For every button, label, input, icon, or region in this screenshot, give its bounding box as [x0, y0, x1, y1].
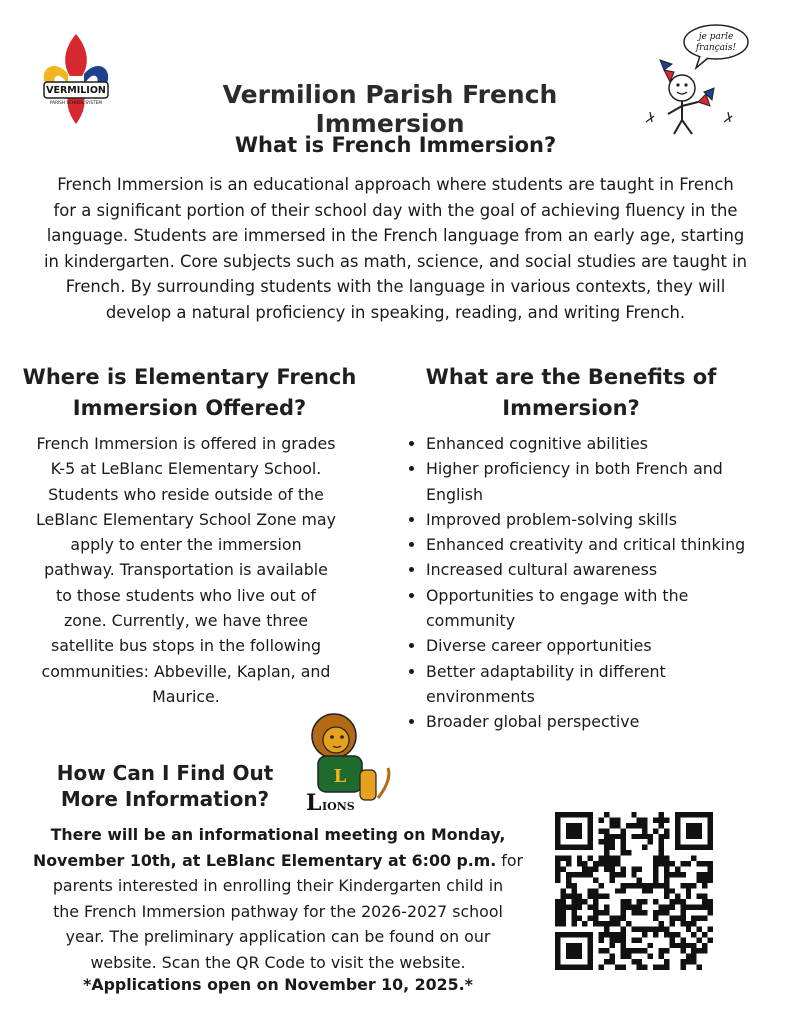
benefit-item: • Increased cultural awareness [426, 557, 779, 582]
meeting-line: for [496, 850, 523, 870]
meeting-bold-line: There will be an informational meeting on Monday, [50, 825, 506, 844]
applications-notice: *Applications open on November 10, 2025.* [83, 975, 473, 994]
benefit-item: • Broader global perspective [426, 709, 779, 734]
speech-line-2: français! [695, 43, 737, 53]
meeting-paragraph [18, 822, 538, 975]
where-line: LeBlanc Elementary School Zone may [36, 509, 336, 529]
heading-line: Immersion Offered? [72, 396, 307, 420]
heading-line: What are the Benefits of [425, 365, 717, 389]
where-line: satellite bus stops in the following [51, 636, 321, 656]
intro-line: in kindergarten. Core subjects such as math, science, and social studies are taught in [43, 251, 748, 271]
logo-name: VERMILION [46, 85, 106, 96]
meeting-line: parents interested in enrolling their Kindergarten child in [52, 876, 504, 895]
where-line: K-5 at LeBlanc Elementary School. [50, 459, 322, 479]
meeting-line: website. Scan the QR Code to visit the website. [90, 952, 466, 972]
heading-line: Immersion? [502, 396, 640, 420]
logo-sub: PARISH SCHOOL SYSTEM [49, 100, 103, 105]
qr-finder-pattern [555, 932, 593, 970]
section-heading-more-info [25, 760, 305, 812]
intro-paragraph [30, 172, 761, 325]
benefits-list [404, 431, 779, 735]
benefit-item: • Diverse career opportunities [426, 633, 779, 658]
where-line: French Immersion is offered in grades [36, 434, 336, 453]
where-paragraph [12, 431, 360, 709]
benefit-item: • Opportunities to engage with the community [426, 583, 779, 634]
je-parle-francais-mascot [640, 22, 750, 140]
section-heading-where [12, 362, 367, 424]
qr-finder-pattern [555, 812, 593, 850]
intro-line: French Immersion is an educational approach where students are taught in French [57, 175, 734, 194]
benefit-item: • Improved problem-solving skills [426, 507, 779, 532]
benefit-item: • Enhanced creativity and critical thinking [426, 532, 779, 557]
where-line: to those students who live out of [56, 585, 316, 605]
where-line: apply to enter the immersion [70, 535, 302, 555]
heading-line: More Information? [60, 787, 270, 811]
intro-line: language. Students are immersed in the French language from an early age, starting [46, 226, 745, 245]
where-line: pathway. Transportation is available [44, 560, 328, 580]
meeting-bold-line: November 10th, at LeBlanc Elementary at 6:00 p.m. [32, 850, 497, 870]
lion-badge-letter: L [306, 790, 322, 814]
section-heading-what-is: What is French Immersion? [234, 133, 557, 157]
heading-line: How Can I Find Out [56, 761, 274, 785]
intro-line: for a significant portion of their school day with the goal of achieving fluency in the [53, 200, 738, 220]
qr-finder-pattern [675, 812, 713, 850]
benefit-item: • Enhanced cognitive abilities [426, 431, 779, 456]
benefit-item: • Better adaptability in different environments [426, 659, 779, 710]
benefit-item: • Higher proficiency in both French and English [426, 456, 779, 507]
vermilion-logo [38, 30, 114, 126]
page-title: Vermilion Parish French Immersion [222, 80, 558, 138]
svg-text:L: L [333, 766, 347, 787]
where-line: Maurice. [152, 686, 220, 706]
meeting-line: year. The preliminary application can be found on our [65, 927, 491, 946]
intro-line: French. By surrounding students with the language in various contexts, they will [65, 277, 726, 296]
where-line: communities: Abbeville, Kaplan, and [41, 661, 331, 681]
section-heading-benefits [395, 362, 747, 424]
speech-line-1: je parle [698, 32, 734, 42]
intro-line: develop a natural proficiency in speaking, reading, and writing French. [105, 302, 686, 322]
leblanc-lions-logo [300, 710, 400, 814]
meeting-line: the French Immersion pathway for the 2026-2027 school [53, 901, 503, 921]
qr-code[interactable] [555, 812, 713, 970]
heading-line: Where is Elementary French [22, 365, 357, 389]
where-line: Students who reside outside of the [48, 484, 324, 504]
where-line: zone. Currently, we have three [63, 611, 309, 631]
lion-badge-text: IONS [322, 800, 355, 813]
